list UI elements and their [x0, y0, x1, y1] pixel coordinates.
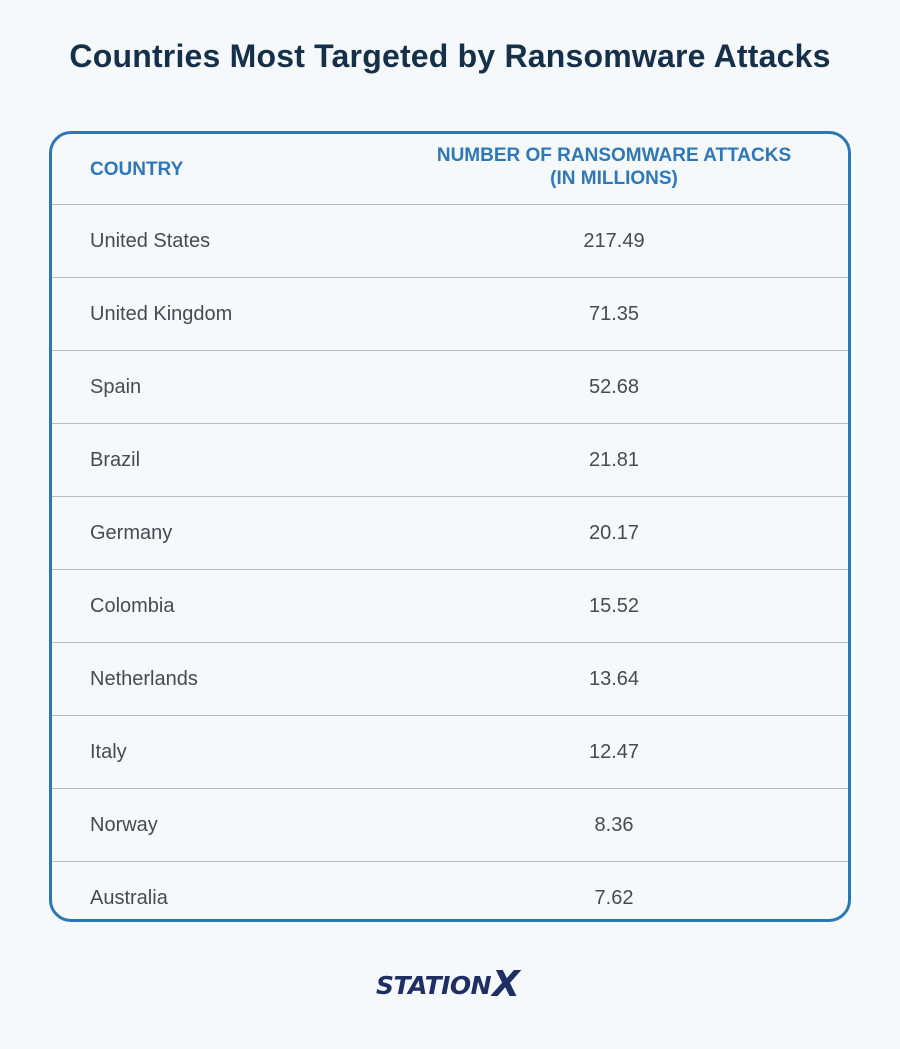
- header-attacks: [364, 144, 851, 190]
- cell-attacks-value: 12.47: [588, 741, 640, 763]
- cell-attacks-value: 15.52: [588, 595, 640, 617]
- header-attacks-line2: (IN MILLIONS): [550, 168, 678, 189]
- cell-country: United Kingdom: [90, 303, 233, 325]
- table-row: [52, 278, 848, 351]
- cell-attacks-value: 21.81: [588, 449, 640, 471]
- cell-country: Colombia: [90, 595, 175, 617]
- cell-country: Brazil: [90, 449, 141, 471]
- table-row: [52, 497, 848, 570]
- header-country: COUNTRY: [90, 159, 184, 180]
- cell-attacks-value: 20.17: [588, 522, 640, 544]
- cell-attacks-value: 217.49: [583, 230, 645, 252]
- ransomware-table: [49, 131, 851, 922]
- cell-country: Spain: [90, 376, 142, 398]
- cell-attacks-value: 52.68: [588, 376, 640, 398]
- table-row: [52, 862, 848, 922]
- cell-country: United States: [90, 230, 211, 252]
- cell-country: Germany: [90, 522, 173, 544]
- logo-x: X: [492, 964, 520, 1005]
- cell-country: Netherlands: [90, 668, 198, 690]
- cell-country: Italy: [90, 741, 127, 763]
- table-row: [52, 643, 848, 716]
- table-row: [52, 789, 848, 862]
- cell-attacks-value: 13.64: [588, 668, 640, 690]
- cell-attacks-value: 8.36: [594, 814, 634, 836]
- table-row: [52, 424, 848, 497]
- table-row: [52, 351, 848, 424]
- cell-country: Australia: [90, 887, 168, 909]
- cell-country: Norway: [90, 814, 158, 836]
- table-body: [52, 205, 848, 922]
- logo-text: STATION: [376, 970, 492, 1000]
- cell-attacks-value: 7.62: [594, 887, 634, 909]
- cell-attacks-value: 71.35: [588, 303, 640, 325]
- table-row: [52, 716, 848, 789]
- page-title: Countries Most Targeted by Ransomware Attacks: [69, 38, 831, 74]
- stationx-logo: [376, 964, 520, 1005]
- table-row: [52, 570, 848, 643]
- table-row: [52, 205, 848, 278]
- header-attacks-line1: NUMBER OF RANSOMWARE ATTACKS: [436, 145, 792, 166]
- table-header: [52, 134, 848, 205]
